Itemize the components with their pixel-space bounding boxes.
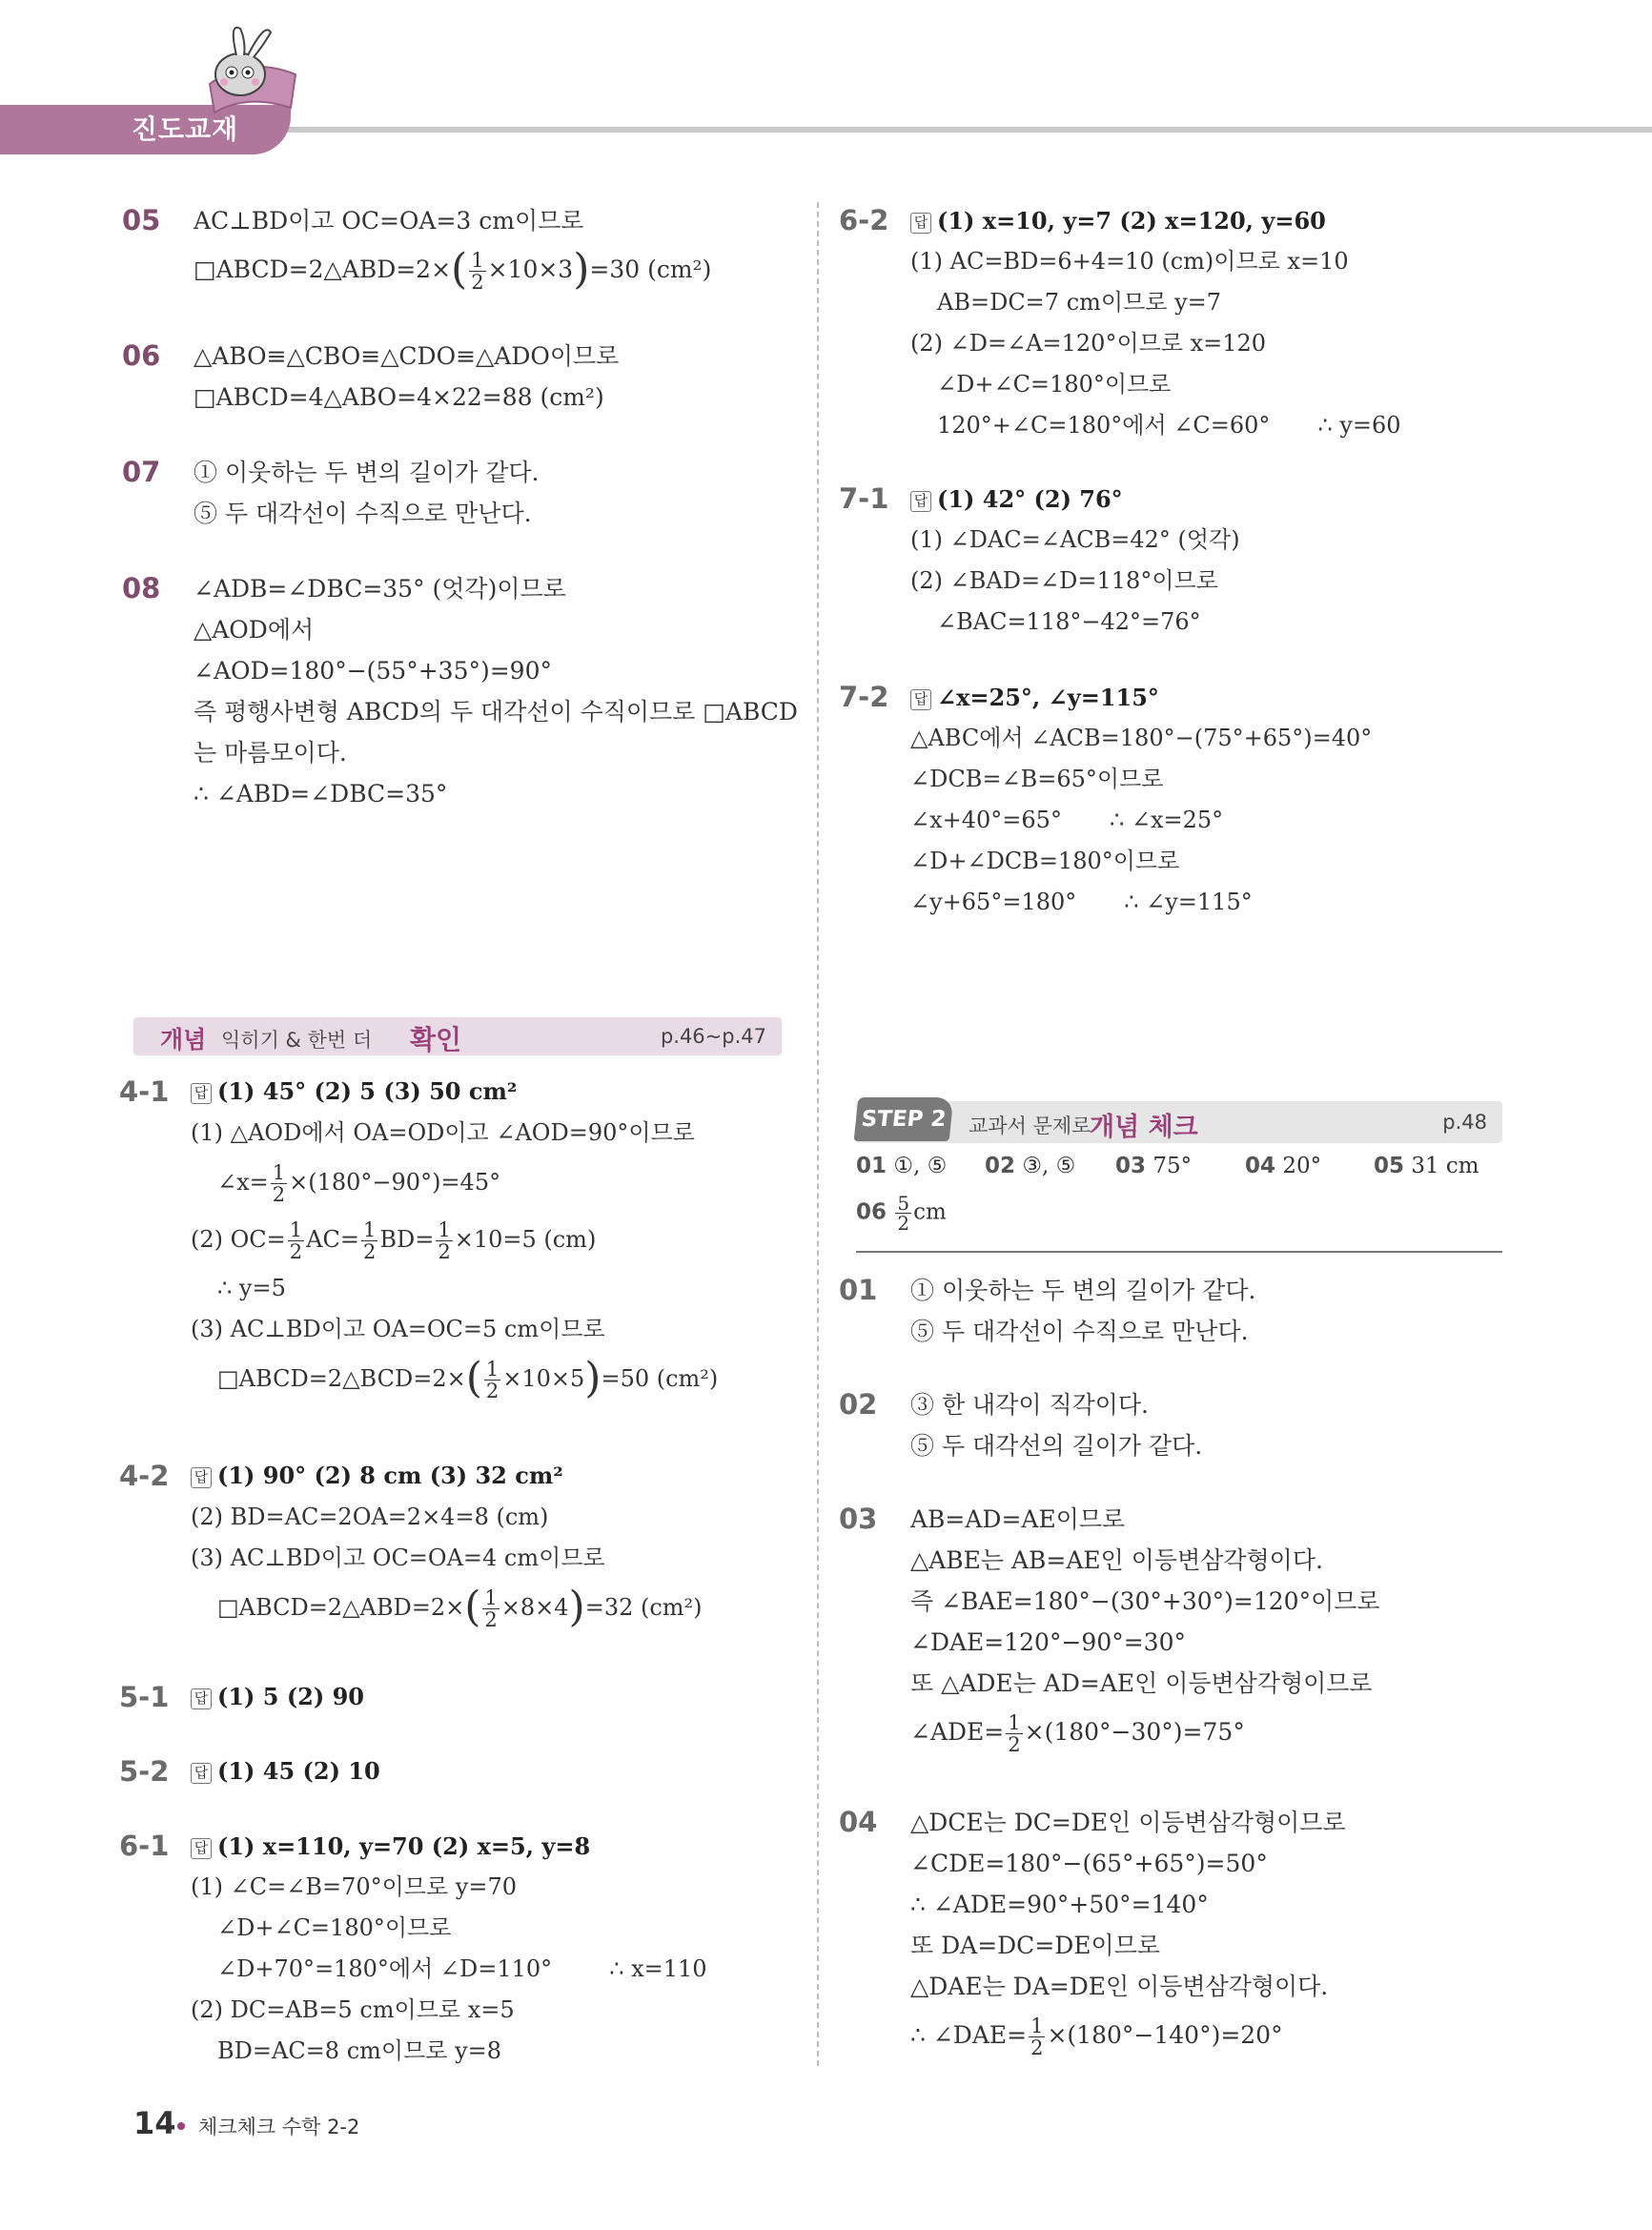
solution-line: △DCE는 DC=DE인 이등변삼각형이므로 (910, 1809, 1346, 1836)
fraction: $\frac{1}{2}$ (362, 1218, 377, 1263)
problem-6-1 (119, 1826, 707, 2072)
solution-line: (2) DC=AB=5 cm이므로 x=5 (191, 1996, 515, 2023)
solution-line: ∠ADB=∠DBC=35° (엇각)이므로 (194, 575, 566, 603)
problem-number: 5-1 (119, 1681, 170, 1713)
solution-line: ① 이웃하는 두 변의 길이가 같다. (194, 459, 540, 486)
solution-line: ∠D+∠C=180°이므로 (217, 1914, 452, 1941)
problem-7-1 (839, 479, 1240, 643)
question-03 (839, 1499, 1380, 1761)
problem-number: 5-2 (119, 1755, 170, 1788)
problem-number: 02 (839, 1388, 878, 1421)
text: ∴ ∠y=115° (1124, 889, 1253, 915)
problem-number: 01 (839, 1274, 878, 1306)
fraction: $\frac{1}{2}$ (1008, 1711, 1021, 1756)
solution-line: ∠CDE=180°−(65°+65°)=50° (910, 1850, 1268, 1877)
footer-bullet (177, 2122, 185, 2130)
solution-line: □ABCD=2△ABD=2×( $\frac{1}{2}$ ×8×4)=32 (cm²) (217, 1583, 703, 1631)
solution-line (910, 800, 1372, 841)
problem-07 (122, 452, 540, 534)
solution-line: △ABE는 AB=AE인 이등변삼각형이다. (910, 1546, 1323, 1574)
answer-mark: 답 (191, 1838, 212, 1859)
solution-line: AC⊥BD이고 OC=OA=3 cm이므로 (194, 207, 584, 235)
solution-line: △AOD에서 (194, 616, 315, 644)
text: ×8×4 (500, 1594, 569, 1621)
solution-line: ∠DCB=∠B=65°이므로 (910, 766, 1164, 792)
quick-answer-item: 05 31 cm (1374, 1154, 1479, 1178)
solution-line: ⑤ 두 대각선의 길이가 같다. (910, 1432, 1203, 1460)
solution-line: (1) AC=BD=6+4=10 (cm)이므로 x=10 (910, 248, 1349, 275)
text: ×10×5 (502, 1365, 585, 1392)
section-title: 개념 (160, 1026, 207, 1054)
solution-line (910, 882, 1372, 923)
answer: (1) 42° (2) 76° (937, 485, 1123, 513)
problem-4-1 (119, 1072, 719, 1407)
text: BD= (379, 1226, 435, 1253)
solution-line: ∠BAC=118°−42°=76° (937, 608, 1201, 635)
solution-line: (1) △AOD에서 OA=OD이고 ∠AOD=90°이므로 (191, 1119, 695, 1146)
solution-line: 즉 평행사변형 ABCD의 두 대각선이 수직이므로 □ABCD (194, 698, 798, 726)
solution-line: (2) BD=AC=2OA=2×4=8 (cm) (191, 1504, 549, 1530)
problem-number: 04 (839, 1806, 878, 1838)
answer-mark: 답 (910, 689, 931, 710)
page-reference: p.48 (1442, 1111, 1487, 1134)
solution-line (910, 2007, 1346, 2064)
fraction: $\frac{1}{2}$ (272, 1161, 286, 1206)
problem-number: 4-1 (119, 1075, 170, 1108)
solution-line (191, 1949, 707, 1990)
rabbit-mascot-icon (191, 17, 300, 122)
solution-line: ⑤ 두 대각선이 수직으로 만난다. (910, 1318, 1249, 1345)
text: =30 (cm²) (589, 256, 712, 283)
problem-number: 05 (122, 204, 161, 236)
solution-line (191, 1211, 718, 1268)
fraction: $\frac{1}{2}$ (471, 249, 484, 294)
header-rule (286, 127, 1652, 133)
text: □ABCD=2△ABD=2× (194, 256, 452, 283)
text: □ABCD=2△BCD=2× (217, 1365, 466, 1392)
answer-mark: 답 (910, 213, 931, 234)
solution-line: 즉 ∠BAE=180°−(30°+30°)=120°이므로 (910, 1587, 1380, 1615)
text: ∴ y=60 (1317, 412, 1401, 439)
answer: (1) 45° (2) 5 (3) 50 cm² (217, 1077, 518, 1105)
text: 120°+∠C=180°에서 ∠C=60° (937, 412, 1271, 439)
text: ∠x= (217, 1169, 269, 1196)
solution-line: AB=AD=AE이므로 (910, 1505, 1126, 1533)
solution-line: △DAE는 DA=DE인 이등변삼각형이다. (910, 1973, 1329, 2000)
question-04 (839, 1802, 1346, 2064)
quick-answer-item: 06 $\frac{5}{2}$ cm (856, 1192, 947, 1235)
solution-line: ③ 한 내각이 직각이다. (910, 1391, 1149, 1419)
question-02 (839, 1384, 1203, 1466)
section-header-concept (133, 1017, 782, 1055)
solution-line (910, 1704, 1380, 1761)
problem-number: 08 (122, 572, 161, 604)
solution-line: 또 DA=DC=DE이므로 (910, 1932, 1161, 1959)
section-rule (856, 1251, 1502, 1253)
answer-mark: 답 (191, 1763, 212, 1784)
answer: (1) 90° (2) 8 cm (3) 32 cm² (217, 1462, 563, 1489)
problem-number: 7-2 (839, 681, 889, 713)
answer: (1) 5 (2) 90 (217, 1683, 364, 1710)
answer: (1) x=10, y=7 (2) x=120, y=60 (937, 207, 1326, 235)
solution-line: (2) ∠D=∠A=120°이므로 x=120 (910, 330, 1267, 357)
page-number: 14 (133, 2105, 176, 2141)
quick-answer-item: 02 ③, ⑤ (985, 1154, 1076, 1178)
solution-line (910, 405, 1401, 446)
text: =50 (cm²) (601, 1365, 719, 1392)
text: ∴ ∠x=25° (1109, 807, 1224, 833)
fraction: $\frac{1}{2}$ (438, 1218, 451, 1263)
problem-4-2 (119, 1456, 703, 1636)
problem-7-2 (839, 677, 1373, 923)
section-subtitle: 익히기 & 한번 더 (221, 1029, 373, 1052)
solution-line: (1) ∠C=∠B=70°이므로 y=70 (191, 1873, 517, 1900)
quick-answer-item: 04 20° (1245, 1154, 1322, 1178)
text: (2) OC= (191, 1226, 286, 1253)
text: ∠D+70°=180°에서 ∠D=110° (217, 1955, 553, 1982)
solution-line: (2) ∠BAD=∠D=118°이므로 (910, 567, 1218, 594)
problem-05 (122, 200, 712, 298)
answer-mark: 답 (191, 1467, 212, 1488)
problem-number: 03 (839, 1503, 878, 1535)
text: ×(180°−140°)=20° (1047, 2021, 1283, 2049)
fraction: $\frac{1}{2}$ (1030, 2015, 1044, 2059)
text: ∠ADE= (910, 1718, 1005, 1746)
solution-line (191, 1154, 718, 1211)
text: ∴ x=110 (609, 1955, 707, 1982)
problem-08 (122, 568, 798, 814)
answer: (1) 45 (2) 10 (217, 1757, 380, 1785)
problem-06 (122, 336, 620, 418)
solution-line: △ABC에서 ∠ACB=180°−(75°+65°)=40° (910, 725, 1373, 751)
solution-line: ∴ ∠ABD=∠DBC=35° (194, 780, 448, 808)
solution-line: 는 마름모이다. (194, 739, 347, 767)
column-divider (817, 202, 819, 2066)
section-subtitle: 교과서 문제로 (969, 1115, 1091, 1137)
problem-number: 4-2 (119, 1460, 170, 1492)
solution-line: ∠DAE=120°−90°=30° (910, 1628, 1186, 1656)
solution-line: (3) AC⊥BD이고 OA=OC=5 cm이므로 (191, 1316, 605, 1342)
problem-number: 07 (122, 456, 161, 488)
problem-number: 7-1 (839, 482, 889, 515)
book-title: 체크체크 수학 2-2 (198, 2116, 360, 2138)
problem-5-2 (119, 1751, 380, 1792)
solution-line: △ABO≡△CBO≡△CDO≡△ADO이므로 (194, 342, 620, 370)
solution-line: ① 이웃하는 두 변의 길이가 같다. (910, 1277, 1256, 1304)
answer: (1) x=110, y=70 (2) x=5, y=8 (217, 1832, 591, 1860)
text: AC= (306, 1226, 359, 1253)
solution-line: □ABCD=4△ABO=4×22=88 (cm²) (194, 383, 604, 411)
solution-line: BD=AC=8 cm이므로 y=8 (217, 2037, 502, 2064)
answer-mark: 답 (910, 491, 931, 512)
solution-line: (1) ∠DAC=∠ACB=42° (엇각) (910, 526, 1240, 553)
solution-line: ∴ y=5 (217, 1275, 286, 1301)
solution-line: (3) AC⊥BD이고 OC=OA=4 cm이므로 (191, 1545, 605, 1571)
problem-6-2 (839, 200, 1401, 446)
text: ∠y+65°=180° (910, 889, 1077, 915)
solution-line: AB=DC=7 cm이므로 y=7 (937, 289, 1222, 316)
section-header-step2 (856, 1101, 1502, 1143)
solution-line: ∠AOD=180°−(55°+35°)=90° (194, 657, 552, 685)
text: =32 (cm²) (584, 1594, 703, 1621)
solution-line: 또 △ADE는 AD=AE인 이등변삼각형이므로 (910, 1669, 1373, 1697)
step-badge: STEP 2 (854, 1097, 954, 1141)
problem-number: 06 (122, 339, 161, 372)
solution-line: □ABCD=2△ABD=2×( $\frac{1}{2}$ ×10×3)=30 (cm²) (194, 245, 712, 294)
fraction: $\frac{1}{2}$ (484, 1586, 498, 1631)
solution-line: ∠D+∠DCB=180°이므로 (910, 848, 1180, 874)
quick-answer-item: 01 ①, ⑤ (856, 1154, 948, 1178)
question-01 (839, 1270, 1256, 1352)
solution-line: ∴ ∠ADE=90°+50°=140° (910, 1891, 1209, 1918)
text: □ABCD=2△ABD=2× (217, 1594, 465, 1621)
section-title-accent: 확인 (410, 1024, 462, 1055)
section-title-accent: 개념 체크 (1090, 1113, 1198, 1142)
page-reference: p.46~p.47 (660, 1025, 766, 1048)
text: ∠x+40°=65° (910, 807, 1062, 833)
solution-line: □ABCD=2△BCD=2×( $\frac{1}{2}$ ×10×5)=50 (cm²) (217, 1354, 719, 1402)
text: ×10=5 (cm) (454, 1226, 597, 1253)
problem-number: 6-1 (119, 1830, 170, 1862)
problem-number: 6-2 (839, 204, 889, 236)
quick-answer-item: 03 75° (1115, 1154, 1193, 1178)
text: ×(180°−90°)=45° (289, 1169, 501, 1196)
answer-mark: 답 (191, 1083, 212, 1104)
problem-5-1 (119, 1677, 364, 1718)
answer-mark: 답 (191, 1688, 212, 1709)
text: ∴ ∠DAE= (910, 2021, 1028, 2049)
text: ×10×3 (487, 256, 574, 283)
text: ×(180°−30°)=75° (1024, 1718, 1245, 1746)
solution-line: ⑤ 두 대각선이 수직으로 만난다. (194, 500, 532, 527)
answer: ∠x=25°, ∠y=115° (937, 684, 1159, 711)
solution-line: ∠D+∠C=180°이므로 (937, 371, 1172, 398)
fraction: $\frac{1}{2}$ (289, 1218, 303, 1263)
fraction: $\frac{1}{2}$ (485, 1358, 500, 1402)
header-title: 진도교재 (132, 113, 239, 145)
